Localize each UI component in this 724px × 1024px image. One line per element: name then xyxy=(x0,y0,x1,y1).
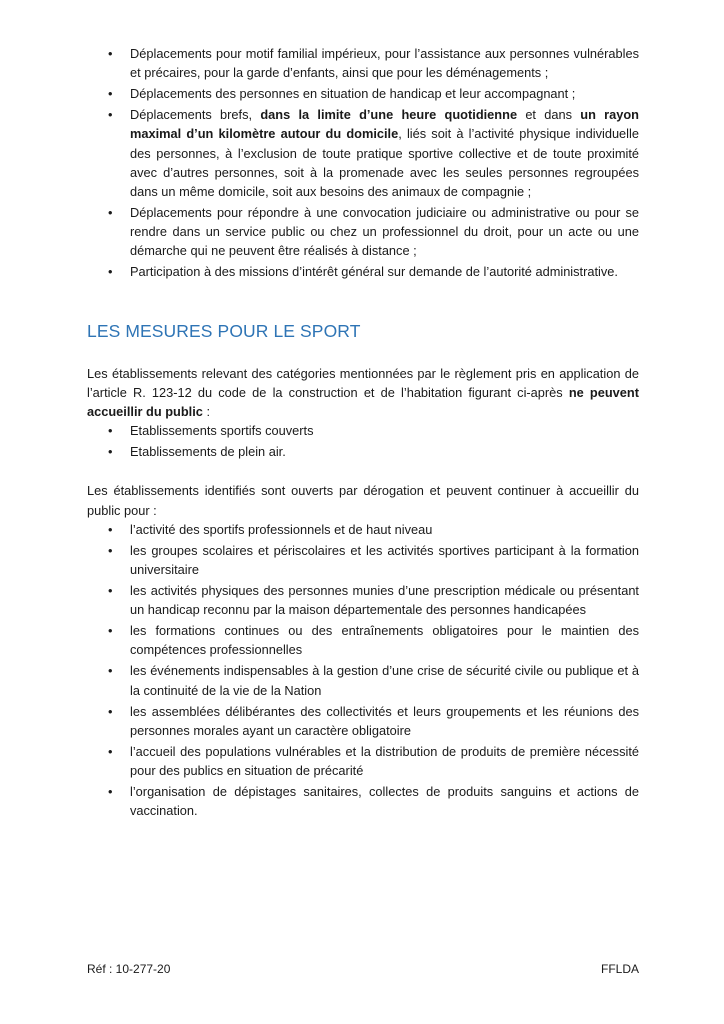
bold-text: dans la limite d’une heure quotidienne xyxy=(260,107,518,123)
paragraph-derogation: Les établissements identifiés sont ouverts par dérogation et peuvent continuer à accueillir du public pour : xyxy=(87,483,639,518)
travel-exceptions-list xyxy=(87,44,639,282)
item-text: et dans xyxy=(517,107,581,123)
list-item: • l’organisation de dépistages sanitaires, collectes de produits sanguins et actions de vaccination. xyxy=(87,782,639,820)
page-content xyxy=(87,44,639,822)
paragraph-establishments xyxy=(87,364,639,422)
footer-organization: FFLDA xyxy=(600,962,639,976)
list-item: • les groupes scolaires et périscolaires et les activités sportives participant à la formation universitaire xyxy=(87,541,639,579)
list-item: • les événements indispensables à la gestion d’une crise de sécurité civile ou publique et à la continuité de la vie de la Nation xyxy=(87,661,639,699)
list-item: • Etablissements de plein air. xyxy=(87,442,639,461)
derogation-list xyxy=(87,520,639,821)
bold-text: un rayon maximal d’un kilomètre autour du domicile xyxy=(130,107,640,142)
list-item: • les assemblées délibérantes des collectivités et leurs groupements et les réunions des personnes morales ayant un caractère obligatoire xyxy=(87,702,639,740)
footer-reference: Réf : 10-277-20 xyxy=(87,962,171,976)
list-item: • les activités physiques des personnes munies d’une prescription médicale ou présentant un handicap reconnu par la maison départementale des personnes handicapées xyxy=(87,581,639,619)
list-item: • les formations continues ou des entraînements obligatoires pour le maintien des compétences professionnelles xyxy=(87,621,639,659)
section-heading: LES MESURES POUR LE SPORT xyxy=(87,320,361,341)
list-item: • Déplacements des personnes en situation de handicap et leur accompagnant ; xyxy=(87,84,639,103)
paragraph-text: : xyxy=(202,404,211,420)
bold-text: ne peuvent accueillir du public xyxy=(87,384,639,420)
list-item: • l’activité des sportifs professionnels et de haut niveau xyxy=(87,520,639,539)
list-item xyxy=(87,105,639,201)
list-item: • l’accueil des populations vulnérables et la distribution de produits de première nécessité pour des publics en situation de précarité xyxy=(87,742,639,780)
paragraph-text: Les établissements relevant des catégories mentionnées par le règlement pris en application de l’article R. 123-12 du code de la construction et de l’habitation figurant ci-après xyxy=(87,365,639,400)
item-text: Déplacements brefs, xyxy=(130,107,261,123)
list-item: • Déplacements pour motif familial impérieux, pour l’assistance aux personnes vulnérables et précaires, pour la garde d’enfants, ainsi que pour les déménagements ; xyxy=(87,44,639,82)
list-item: • Déplacements pour répondre à une convocation judiciaire ou administrative ou pour se rendre dans un service public ou chez un professionnel du droit, pour un acte ou une démarche qui ne peuvent être réalisés à distance ; xyxy=(87,203,639,261)
list-item: • Etablissements sportifs couverts xyxy=(87,421,639,440)
closed-establishments-list xyxy=(87,421,639,461)
item-text: , liés soit à l’activité physique individuelle des personnes, à l’exclusion de toute pratique sportive collective et de toute proximité avec d’autres personnes, soit à la promenade avec les seules personnes regroupées dans un même domicile, soit aux besoins des animaux de compagnie ; xyxy=(130,126,639,200)
list-item: • Participation à des missions d’intérêt général sur demande de l’autorité administrative. xyxy=(87,262,639,281)
